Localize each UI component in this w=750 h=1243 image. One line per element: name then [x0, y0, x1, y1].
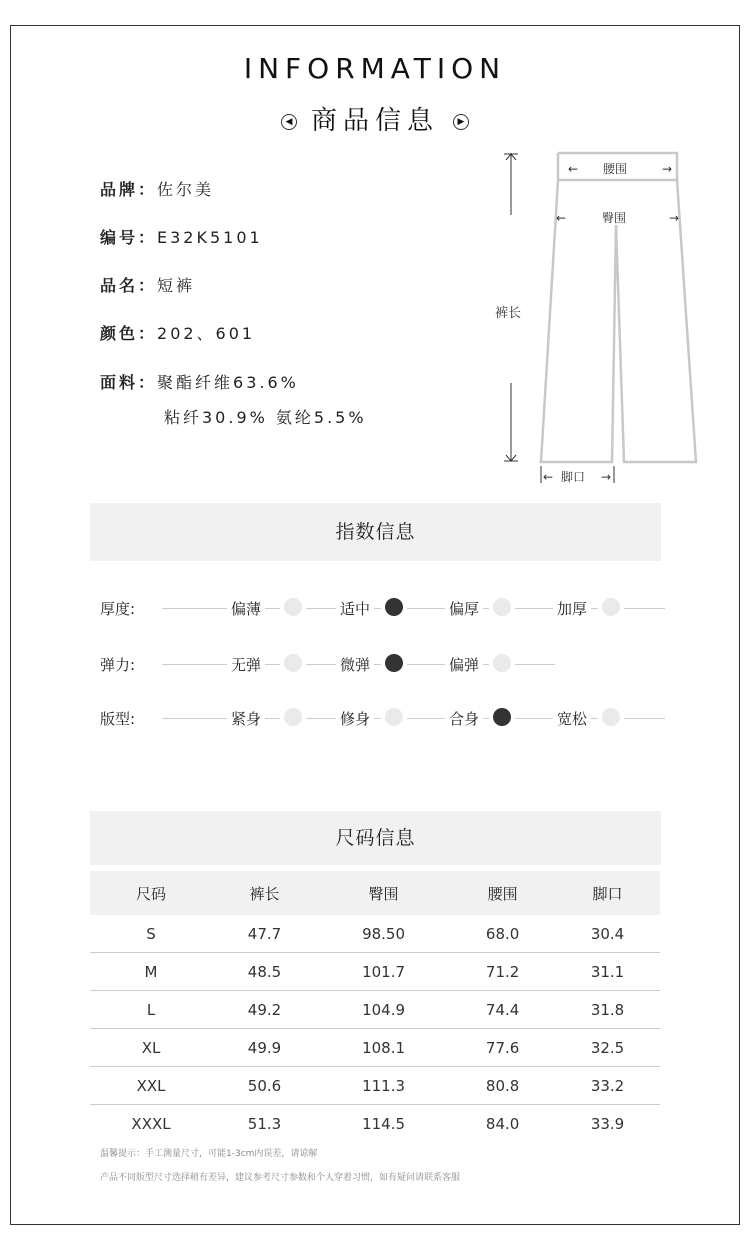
index-row-thickness	[100, 596, 665, 620]
cell: 104.9	[317, 991, 450, 1029]
index-label: 弹力:	[100, 656, 136, 674]
option-dot-selected	[385, 654, 403, 672]
cell: 33.2	[555, 1067, 660, 1105]
hem-arrow-left: ←	[543, 470, 554, 484]
hem-arrow-right: →	[601, 470, 612, 484]
cell: 101.7	[317, 953, 450, 991]
option-label: 偏厚	[445, 598, 483, 619]
right-arrow-icon: ▶	[453, 114, 469, 130]
index-row-fit	[100, 706, 665, 730]
length-label: 裤长	[495, 306, 522, 321]
size-section-title: 尺码信息	[90, 811, 661, 865]
info-code	[100, 225, 263, 248]
option-label: 加厚	[553, 598, 591, 619]
info-key: 颜色：	[100, 324, 158, 343]
cell: 47.7	[212, 915, 317, 953]
cell: 68.0	[450, 915, 555, 953]
option-label: 合身	[445, 708, 483, 729]
cell: 30.4	[555, 915, 660, 953]
option-dot	[284, 654, 302, 672]
info-key: 编号：	[100, 228, 158, 247]
option-dot	[385, 708, 403, 726]
note-fit: 产品不同版型尺寸选择稍有差异，建议参考尺寸参数和个人穿着习惯，如有疑问请联系客服	[100, 1173, 461, 1183]
cell: 50.6	[212, 1067, 317, 1105]
info-key: 品牌：	[100, 180, 158, 199]
cell: 84.0	[485, 1114, 520, 1133]
option-label: 宽松	[553, 708, 591, 729]
option-label: 紧身	[227, 708, 265, 729]
option-label: 偏薄	[227, 598, 265, 619]
cell: 98.50	[317, 915, 450, 953]
info-brand	[100, 177, 214, 200]
cell: 33.9	[590, 1114, 625, 1133]
cell: 114.5	[362, 1114, 406, 1133]
column-header: 裤长	[212, 871, 317, 915]
hip-arrow-right: →	[669, 211, 680, 225]
hip-label: 臀围	[602, 211, 627, 225]
waist-arrow-right: →	[662, 162, 673, 176]
option-label: 无弹	[227, 654, 265, 675]
option-dot	[284, 708, 302, 726]
cell: 77.6	[450, 1029, 555, 1067]
size-table-header	[90, 871, 660, 915]
cell: 31.8	[555, 991, 660, 1029]
cell: S	[90, 915, 212, 953]
option-dot	[284, 598, 302, 616]
option-label: 偏弹	[445, 654, 483, 675]
table-row	[90, 1029, 660, 1067]
index-section-title: 指数信息	[90, 503, 661, 561]
table-row	[90, 991, 660, 1029]
column-header: 尺码	[90, 871, 212, 915]
cell: 71.2	[450, 953, 555, 991]
info-fabric	[100, 370, 367, 428]
index-label: 厚度:	[100, 600, 136, 618]
title-zh-text: 商品信息	[310, 106, 439, 136]
waist-label: 腰围	[603, 162, 628, 176]
title-en: INFORMATION	[243, 52, 507, 85]
cell: XXL	[90, 1067, 212, 1105]
info-color	[100, 321, 255, 344]
cell: 111.3	[317, 1067, 450, 1105]
table-row	[90, 915, 660, 953]
title-zh	[0, 100, 750, 137]
pants-outline	[541, 153, 696, 462]
option-dot	[602, 598, 620, 616]
left-arrow-icon: ◀	[281, 114, 297, 130]
info-value: 聚酯纤维63.6%	[157, 373, 299, 392]
cell: 49.2	[212, 991, 317, 1029]
option-label: 修身	[336, 708, 374, 729]
info-value: 202、601	[157, 324, 256, 343]
info-name	[100, 273, 195, 296]
waist-arrow-left: ←	[568, 162, 579, 176]
cell: 80.8	[450, 1067, 555, 1105]
option-dot	[493, 654, 511, 672]
cell: 74.4	[450, 991, 555, 1029]
column-header: 脚口	[555, 871, 660, 915]
index-label: 版型:	[100, 710, 136, 728]
cell: M	[90, 953, 212, 991]
option-dot-selected	[493, 708, 511, 726]
hip-arrow-left: ←	[556, 211, 567, 225]
cell: 108.1	[317, 1029, 450, 1067]
table-row	[90, 953, 660, 991]
index-row-elasticity	[100, 652, 555, 676]
info-value: 短裤	[157, 276, 196, 295]
info-key: 面料：	[100, 373, 158, 392]
table-row	[90, 1067, 660, 1105]
note-measurement: 温馨提示：手工测量尺寸，可能1-3cm内误差，请谅解	[100, 1149, 318, 1159]
option-dot	[493, 598, 511, 616]
cell: XXXL	[131, 1114, 171, 1133]
cell: 31.1	[555, 953, 660, 991]
hem-label: 脚口	[561, 470, 586, 484]
cell: L	[90, 991, 212, 1029]
option-dot-selected	[385, 598, 403, 616]
column-header: 腰围	[450, 871, 555, 915]
option-label: 微弹	[336, 654, 374, 675]
cell: XL	[90, 1029, 212, 1067]
cell: 49.9	[212, 1029, 317, 1067]
cell: 32.5	[555, 1029, 660, 1067]
info-value: E32K5101	[157, 228, 263, 247]
size-table	[90, 871, 660, 1142]
table-row	[90, 1105, 660, 1143]
info-value-2: 粘纤30.9% 氨纶5.5%	[164, 408, 367, 427]
column-header: 臀围	[317, 871, 450, 915]
info-key: 品名：	[100, 276, 158, 295]
cell: 51.3	[247, 1114, 282, 1133]
info-value: 佐尔美	[157, 180, 215, 199]
option-label: 适中	[336, 598, 374, 619]
pants-diagram	[490, 145, 710, 495]
option-dot	[602, 708, 620, 726]
cell: 48.5	[212, 953, 317, 991]
